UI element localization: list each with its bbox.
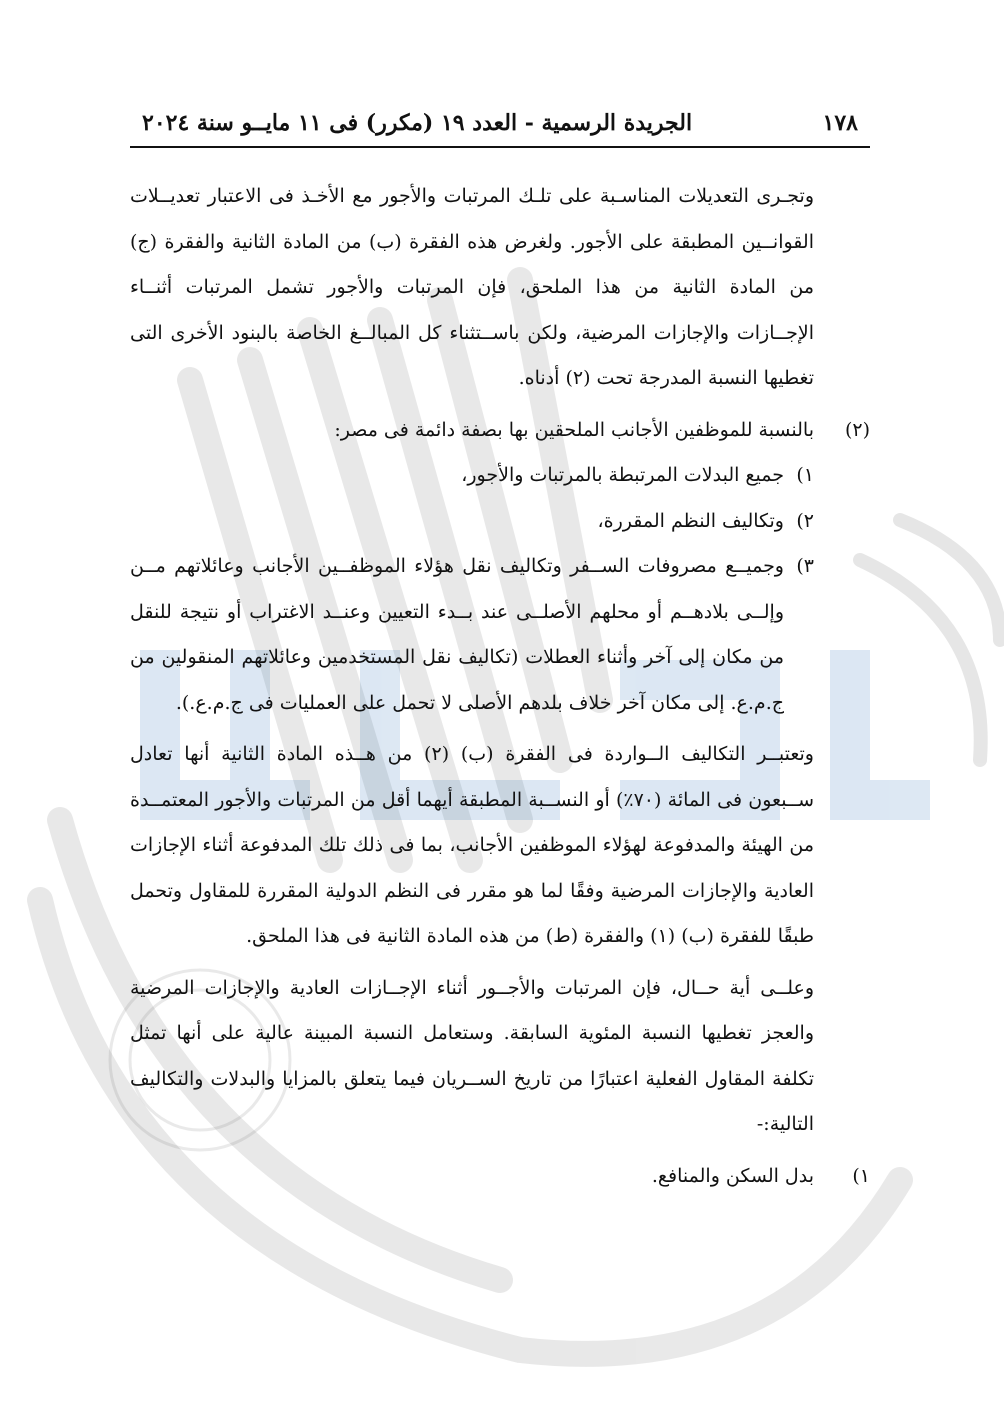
item-2-number: (٢): [844, 418, 870, 441]
document-page: [130, 110, 870, 1199]
item-2-text: بالنسبة للموظفين الأجانب الملحقين بها بصفة دائمة فى مصر:: [334, 418, 814, 441]
sub-item-1-number: ١): [796, 464, 814, 486]
last-item-housing: [130, 1154, 870, 1200]
item-2-foreign-employees: [130, 408, 870, 454]
last-item-number: ١): [852, 1164, 870, 1187]
paragraph-leave-coverage: وعلــى أية حــال، فإن المرتبات والأجــور أثناء الإجــازات العادية والإجازات المرضية والعجز تغطيها النسبة المئوية السابقة. وستعامل النسبة المبينة عالية على أنها تمثل تكلفة المقاول الفعلية اعتبارًا من تاريخ الســريان فيما يتعلق بالمزايا والبدلات والتكاليف التالية:-: [130, 976, 814, 1135]
paragraph-costs-seventy-percent: وتعتبــر التكاليف الــواردة فى الفقرة (ب) (٢) من هــذه المادة الثانية أنها تعادل ســبعون فى المائة (٧٠٪) أو النســبة المطبقة أيهما أقل من المرتبات والأجور المعتمــدة من الهيئة والمدفوعة لهؤلاء الموظفين الأجانب، بما فى ذلك تلك المدفوعة أثناء الإجازات العادية والإجازات المرضية وفقًا لما هو مقرر فى النظم الدولية المقررة للمقاول وتحمل طبقًا للفقرة (ب) (١) والفقرة (ط) من هذه المادة الثانية فى هذا الملحق.: [130, 743, 814, 947]
gazette-title: الجريدة الرسمية - العدد ١٩ (مكرر) فى ١١ مايــو سنة ٢٠٢٤: [142, 110, 693, 136]
sub-item-3-text: وجميــع مصروفات الســفر وتكاليف نقل هؤلاء الموظفــين الأجانب وعائلاتهم مــن وإلــى بلادهــم أو محلهم الأصلــى عند بــدء التعيين وعنــد الاغتراب أو نتيجة للنقل من مكان إلى آخر وأثناء العطلات (تكاليف نقل المستخدمين وعائلاتهم المنقولين من ج.م.ع. إلى مكان آخر خلاف بلدهم الأصلى لا تحمل على العمليات فى ج.م.ع.).: [130, 555, 784, 714]
sub-item-2-text: وتكاليف النظم المقررة،: [597, 509, 784, 532]
page-number: ١٧٨: [822, 110, 858, 136]
sub-item-1: [130, 453, 870, 499]
sub-item-3: [130, 544, 870, 726]
sub-item-1-text: جميع البدلات المرتبطة بالمرتبات والأجور،: [461, 464, 784, 486]
sub-item-3-number: ٣): [796, 555, 814, 577]
page-header: [130, 110, 870, 148]
sub-item-2-number: ٢): [796, 509, 814, 532]
paragraph-salaries-adjustment: وتجـرى التعديلات المناسـبة على تلـك المرتبات والأجور مع الأخـذ فى الاعتبار تعديــلات القوانــين المطبقة على الأجور. ولغرض هذه الفقرة (ب) من المادة الثانية والفقرة (ج) من المادة الثانية من هذا الملحق، فإن المرتبات والأجور تشمل المرتبات أثنــاء الإجــازات والإجازات المرضية، ولكن باســتثناء كل المبالــغ الخاصة بالبنود الأخرى التى تغطيها النسبة المدرجة تحت (٢) أدناه.: [130, 185, 814, 389]
last-item-text: بدل السكن والمنافع.: [651, 1164, 814, 1187]
sub-item-2: [130, 499, 870, 545]
